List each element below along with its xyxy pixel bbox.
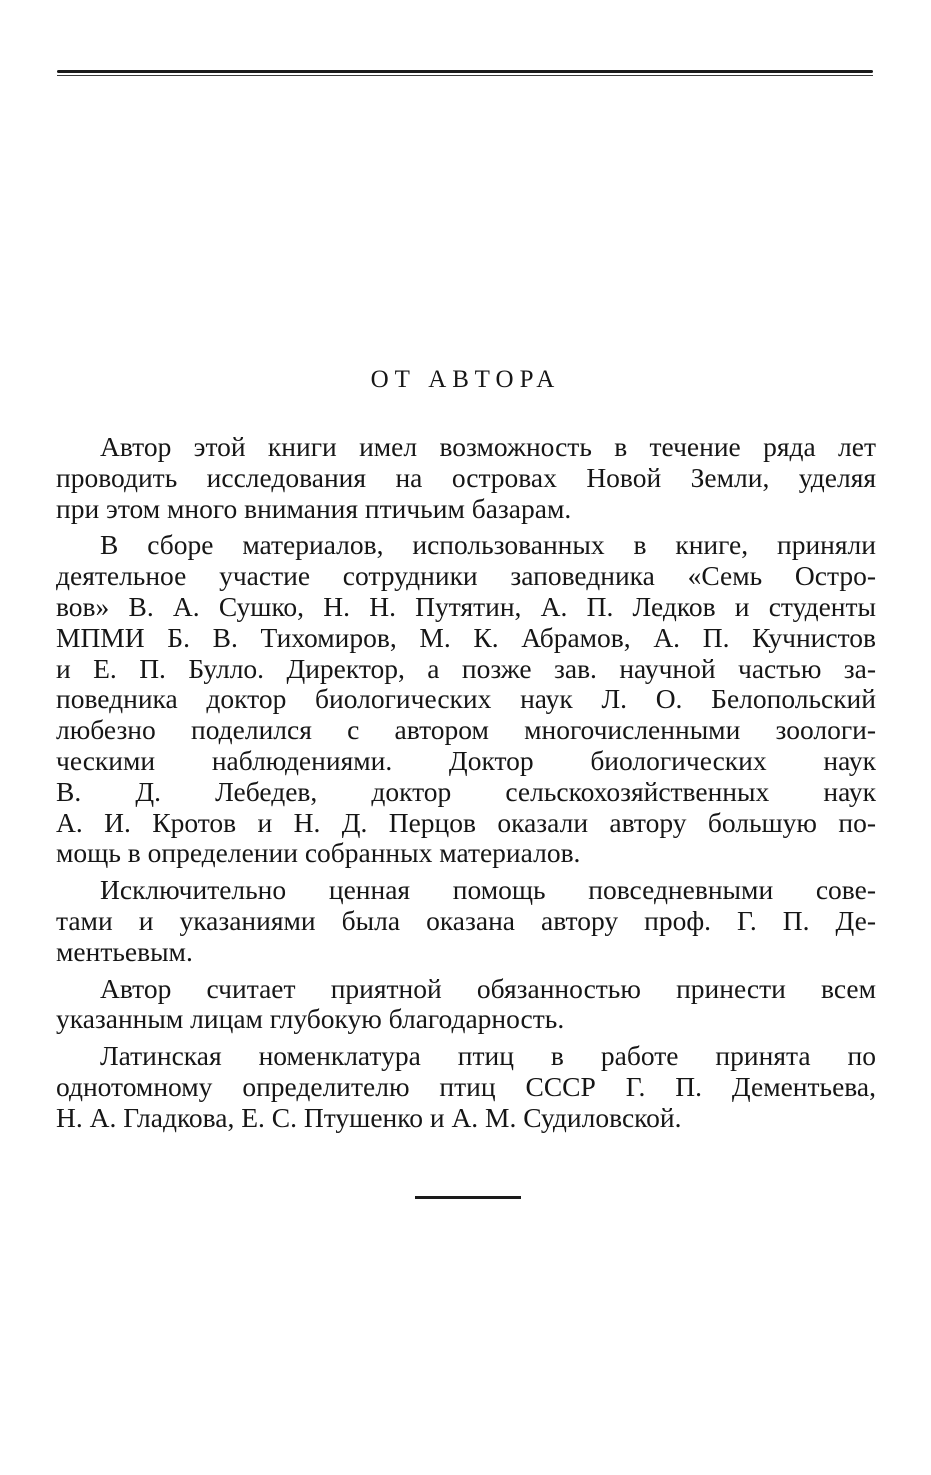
text-line: Автор считает приятной обязанностью принести всем <box>100 972 876 1004</box>
paragraph <box>56 875 876 967</box>
text-line: деятельное участие сотрудники заповедника «Семь Остро- <box>56 560 876 592</box>
text-line: тами и указаниями была оказана автору проф. Г. П. Де- <box>56 904 876 936</box>
text-line: любезно поделился с автором многочисленными зоологи- <box>56 714 876 746</box>
paragraph <box>56 1041 876 1133</box>
paragraph <box>56 432 876 524</box>
end-divider <box>415 1196 521 1199</box>
text-line: указанным лицам глубокую благодарность. <box>56 1003 565 1035</box>
text-line: мощь в определении собранных материалов. <box>56 837 581 869</box>
text-line: В сборе материалов, использованных в книге, приняли <box>100 529 876 561</box>
text-line: Исключительно ценная помощь повседневными сове- <box>100 874 876 906</box>
text-line: поведника доктор биологических наук Л. О. Белопольский <box>56 683 876 715</box>
text-line: однотомному определителю птиц СССР Г. П. Дементьева, <box>56 1070 876 1102</box>
header-double-rule <box>57 70 873 78</box>
text-line: ческими наблюдениями. Доктор биологических наук <box>56 744 876 776</box>
text-line: при этом много внимания птичьим базарам. <box>56 492 572 524</box>
text-line: проводить исследования на островах Новой Земли, уделяя <box>56 461 876 493</box>
text-line: и Е. П. Булло. Директор, а позже зав. научной частью за- <box>56 652 876 684</box>
text-line: Н. А. Гладкова, Е. С. Птушенко и А. М. Судиловской. <box>56 1101 682 1133</box>
page-title: ОТ АВТОРА <box>370 366 561 393</box>
text-line: МПМИ Б. В. Тихомиров, М. К. Абрамов, А. П. Кучнистов <box>56 621 876 653</box>
text-line: Латинская номенклатура птиц в работе принята по <box>100 1040 876 1072</box>
text-line: вов» В. А. Сушко, Н. Н. Путятин, А. П. Ледков и студенты <box>56 590 876 622</box>
body-text <box>56 432 876 1140</box>
paragraph <box>56 974 876 1036</box>
text-line: В. Д. Лебедев, доктор сельскохозяйственных наук <box>56 775 876 807</box>
text-line: Автор этой книги имел возможность в течение ряда лет <box>100 431 876 462</box>
header-rule-thin <box>57 75 873 76</box>
text-line: ментьевым. <box>56 935 193 967</box>
text-line: А. И. Кротов и Н. Д. Перцов оказали автору большую по- <box>56 806 876 838</box>
paragraph <box>56 530 876 869</box>
header-rule-thick <box>57 70 873 73</box>
